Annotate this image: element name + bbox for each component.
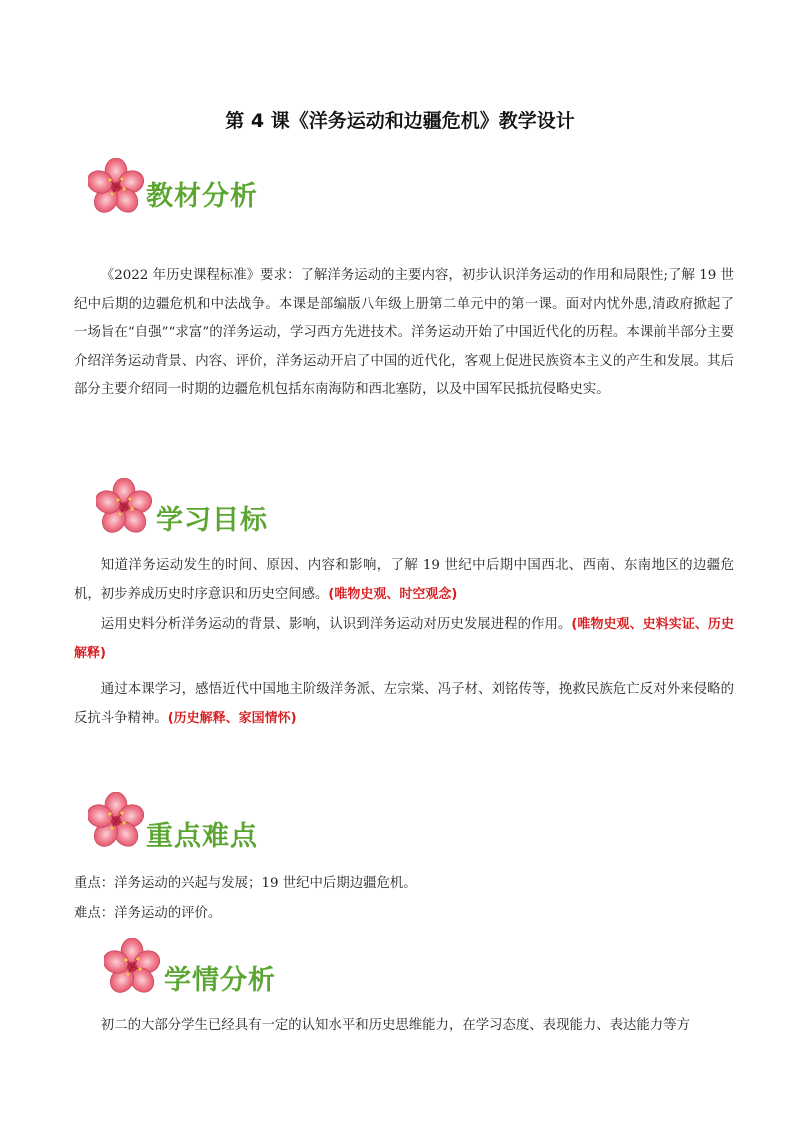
section-header-key	[88, 792, 388, 862]
section-title: 教材分析	[146, 181, 258, 212]
section-header-goals	[96, 478, 396, 548]
flower-icon	[104, 938, 164, 998]
goal-text: 通过本课学习，感悟近代中国地主阶级洋务派、左宗棠、冯子材、刘铭传等，挽救民族危亡反对外来侵略的反抗斗争精神。	[74, 682, 734, 726]
goal-text: 知道洋务运动发生的时间、原因、内容和影响，了解 19 世纪中后期中国西北、西南、东南地区的边疆危机，初步养成历史时序意识和历史空间感。	[74, 558, 734, 602]
students-paragraph: 初二的大部分学生已经具有一定的认知水平和历史思维能力，在学习态度、表现能力、表达能力等方	[100, 1018, 690, 1033]
goal-paragraph-2	[74, 611, 734, 668]
flower-icon	[96, 478, 156, 538]
key-point: 重点：洋务运动的兴起与发展；19 世纪中后期边疆危机。	[74, 876, 417, 891]
goal-tag: (唯物史观、史料实证、历史解释)	[74, 617, 734, 661]
section-title: 学情分析	[164, 965, 276, 996]
goal-paragraph-3	[74, 676, 734, 733]
goal-text: 运用史料分析洋务运动的背景、影响，认识到洋务运动对历史发展进程的作用。	[100, 617, 572, 632]
goal-paragraph-1	[74, 552, 734, 609]
goal-tag: (唯物史观、时空观念)	[328, 586, 458, 602]
analysis-paragraph: 《2022 年历史课程标准》要求：了解洋务运动的主要内容，初步认识洋务运动的作用和局限性;了解 19 世纪中后期的边疆危机和中法战争。本课是部编版八年级上册第二单元中的第一课。面对内忧外患,清政府掀起了一场旨在“自强”“求富”的洋务运动，学习西方先进技术。洋务运动开始了中国近代化的历程。本课前半部分主要介绍洋务运动背景、内容、评价，洋务运动开启了中国的近代化，客观上促进民族资本主义的产生和发展。其后部分主要介绍同一时期的边疆危机包括东南海防和西北塞防，以及中国军民抵抗侵略史实。	[74, 268, 734, 397]
section-header-students	[104, 938, 404, 1008]
section-title: 学习目标	[156, 505, 268, 536]
difficult-point: 难点：洋务运动的评价。	[74, 906, 222, 921]
section-title: 重点难点	[146, 821, 258, 852]
section-header-analysis	[88, 158, 388, 228]
goal-tag: (历史解释、家国情怀)	[167, 710, 297, 726]
page-title: 第 4 课《洋务运动和边疆危机》教学设计	[225, 110, 575, 132]
flower-icon	[88, 158, 148, 218]
flower-icon	[88, 792, 148, 852]
